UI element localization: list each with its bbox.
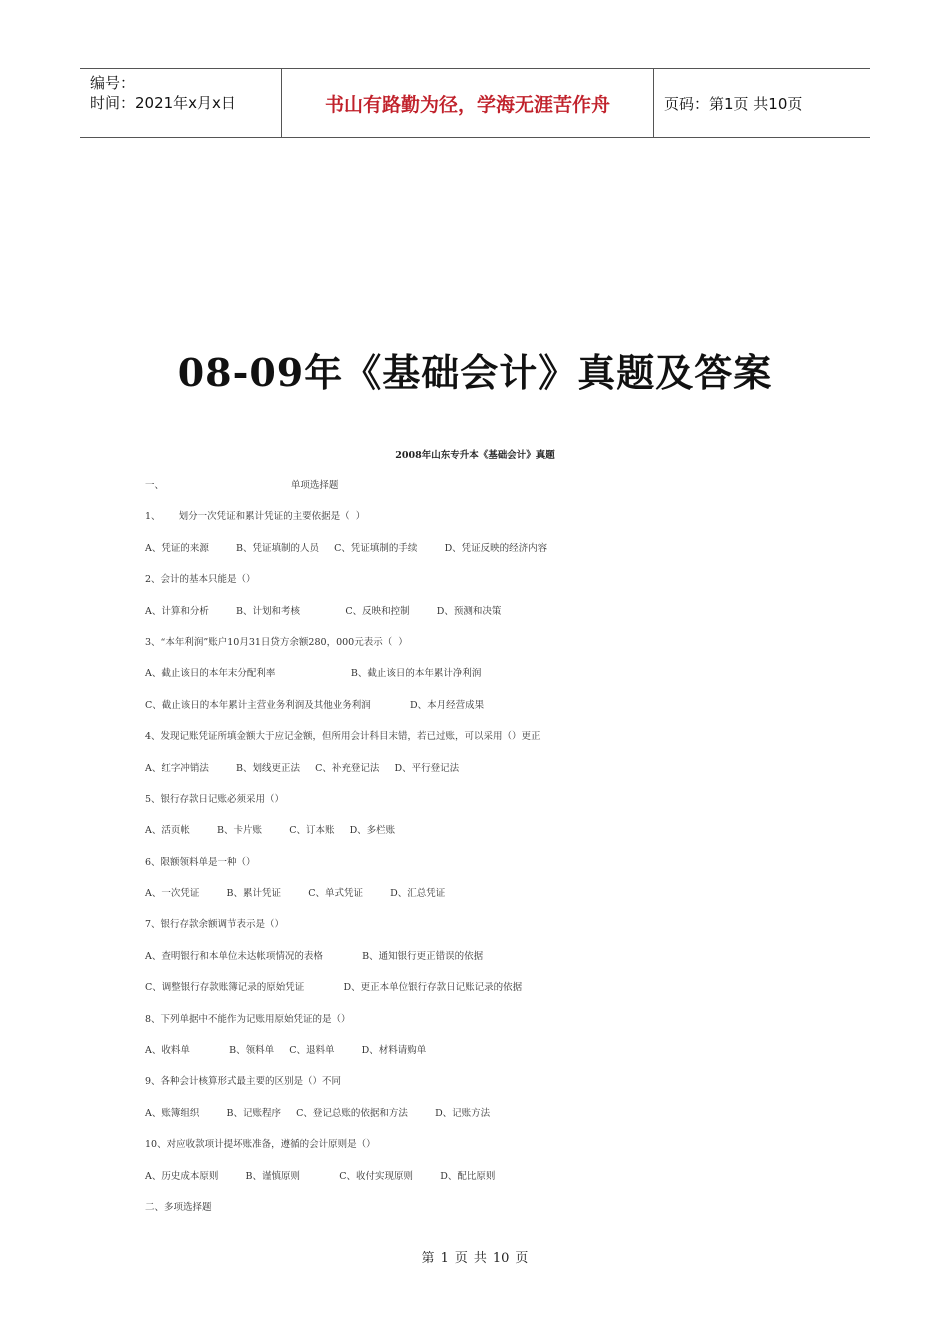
question-line: 4、发现记账凭证所填金额大于应记金额，但所用会计科目末错，若已过账，可以采用（）更正 [145, 731, 541, 743]
footer-ye: 页 [454, 1251, 468, 1266]
question-line: 10、对应收款项计提坏账准备，遵循的会计原则是（） [145, 1139, 376, 1151]
options-line: A、一次凭证 B、累计凭证 C、单式凭证 D、汇总凭证 [145, 888, 446, 900]
document-number-label: 编号： [90, 74, 136, 92]
header-meta [80, 69, 282, 137]
section-heading: 一、 单项选择题 [145, 480, 339, 491]
options-line: A、收料单 B、领料单 C、退料单 D、材料请购单 [145, 1045, 427, 1057]
document-title: 08-09年《基础会计》真题及答案 [177, 350, 773, 395]
question-line: 6、限额领料单是一种（） [145, 856, 256, 868]
footer-total-pages: 10 [492, 1251, 510, 1266]
page-header [80, 68, 870, 138]
footer-page-number: 1 [440, 1251, 449, 1266]
options-line: A、红字冲销法 B、划线更正法 C、补充登记法 D、平行登记法 [145, 762, 460, 774]
question-line: 5、银行存款日记账必须采用（） [145, 793, 285, 805]
options-line: A、凭证的来源 B、凭证填制的人员 C、凭证填制的手续 D、凭证反映的经济内容 [145, 542, 548, 554]
question-list [145, 477, 845, 1230]
document-time-label: 时间：2021年x月x日 [90, 94, 236, 112]
options-line: A、截止该日的本年末分配利率 B、截止该日的本年累计净利润 [145, 668, 482, 680]
page-footer [0, 1247, 950, 1266]
question-line: 9、各种会计核算形式最主要的区别是（）不同 [145, 1076, 342, 1088]
question-line: 8、下列单据中不能作为记账用原始凭证的是（） [145, 1013, 351, 1025]
options-line: A、账簿组织 B、记账程序 C、登记总账的依据和方法 D、记账方法 [145, 1107, 491, 1119]
footer-di: 第 [421, 1251, 435, 1266]
question-line: 7、银行存款余额调节表示是（） [145, 919, 285, 931]
question-line: 2、会计的基本只能是（） [145, 574, 256, 586]
question-line: 1、 划分一次凭证和累计凭证的主要依据是（ ） [145, 511, 366, 523]
document-subtitle: 2008年山东专升本《基础会计》真题 [395, 450, 555, 461]
options-line: A、活页帐 B、卡片账 C、订本账 D、多栏账 [145, 825, 396, 837]
header-page-info: 页码：第1页 共10页 [664, 94, 803, 113]
options-line: A、查明银行和本单位未达帐项情况的表格 B、通知银行更正错误的依据 [145, 950, 484, 962]
options-line: C、截止该日的本年累计主营业务利润及其他业务利润 D、本月经营成果 [145, 699, 485, 711]
options-line: C、调整银行存款账簿记录的原始凭证 D、更正本单位银行存款日记账记录的依据 [145, 982, 523, 994]
footer-gong: 共 [473, 1251, 487, 1266]
header-motto: 书山有路勤为径，学海无涯苦作舟 [282, 69, 654, 137]
footer-ye2: 页 [515, 1251, 529, 1266]
options-line: A、历史成本原则 B、谨慎原则 C、收付实现原则 D、配比原则 [145, 1170, 496, 1182]
section-heading: 二、多项选择题 [145, 1201, 212, 1213]
question-line: 3、“本年利润”账户10月31日贷方余额280，000元表示（ ） [145, 636, 408, 648]
options-line: A、计算和分析 B、计划和考核 C、反映和控制 D、预测和决策 [145, 605, 502, 617]
